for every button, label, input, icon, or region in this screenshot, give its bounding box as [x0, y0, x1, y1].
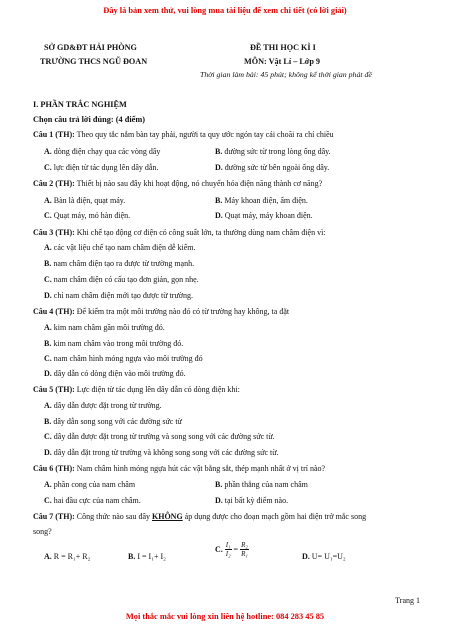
q7-option-d[interactable]: D. U= U₁=U₂ [302, 552, 346, 561]
q2-option-b[interactable]: B. Máy khoan điện, ấm điện. [215, 196, 308, 205]
q4-option-d[interactable]: D. dây dẫn có dòng điện vào môi trường đó. [44, 369, 186, 378]
q3-option-c[interactable]: C. nam châm điện có cấu tạo đơn giản, gọn nhẹ. [44, 275, 199, 284]
q5-option-a[interactable]: A. dây dẫn được đặt trong từ trường. [44, 401, 162, 410]
question-2: Câu 2 (TH): Thiết bị nào sau đây khi hoạt động, nó chuyển hóa điện năng thành cơ năng? [33, 179, 323, 188]
q7-option-c[interactable]: C. $\frac{\text{I₁}}{\text{I₂}}$ = $\frac{\text{R₂}}{\text{R₁}}$ [215, 541, 248, 558]
instruction: Chọn câu trả lời đúng: (4 điểm) [33, 115, 145, 124]
q5-option-c[interactable]: C. dây dẫn được đặt trong từ trường và song song với các đường sức từ. [44, 432, 275, 441]
question-1: Câu 1 (TH): Theo quy tắc nắm bàn tay phải, người ta quy ước ngón tay cái choãi ra chỉ chiều [33, 130, 334, 139]
question-5: Câu 5 (TH): Lực điện từ tác dụng lên dây dẫn có dòng điện khi: [33, 385, 240, 394]
q3-option-b[interactable]: B. nam châm điện tạo ra được từ trường mạnh. [44, 259, 195, 268]
q2-option-c[interactable]: C. Quạt máy, mỏ hàn điện. [44, 211, 131, 220]
q6-option-c[interactable]: C. hai đầu cực của nam châm. [44, 496, 141, 505]
section-title: I. PHẦN TRẮC NGHIỆM [33, 100, 127, 109]
fraction-left: $\frac{\text{I₁}}{\text{I₂}}$ [225, 541, 231, 558]
q4-option-b[interactable]: B. kim nam châm vào trong môi trường đó. [44, 339, 184, 348]
question-7-line2: song? [33, 527, 52, 536]
q7-option-b[interactable]: B. I = I₁+ I₂ [128, 552, 166, 561]
exam-title: ĐỀ THI HỌC KÌ I [250, 43, 316, 52]
q4-option-a[interactable]: A. kim nam châm gần môi trường đó. [44, 323, 165, 332]
question-7: Câu 7 (TH): Công thức nào sau đây KHÔNG áp dụng được cho đoạn mạch gồm hai điện trở mắc song [33, 512, 367, 521]
subject-line: MÔN: Vật Lí – Lớp 9 [244, 57, 321, 66]
q6-option-a[interactable]: A. phần cong của nam châm [44, 480, 136, 489]
q7-option-a[interactable]: A. R = R₁+ R₂ [44, 552, 91, 561]
q6-option-d[interactable]: D. tại bất kỳ điểm nào. [215, 496, 289, 505]
page-number: Trang 1 [395, 596, 420, 605]
q4-option-c[interactable]: C. nam châm hình móng ngựa vào môi trường đó [44, 354, 203, 363]
q3-option-a[interactable]: A. các vật liệu chế tạo nam châm điện dễ kiếm. [44, 243, 196, 252]
q2-option-a[interactable]: A. Bàn là điện, quạt máy. [44, 196, 126, 205]
question-4: Câu 4 (TH): Để kiểm tra một môi trường nào đó có từ trường hay không, ta đặt [33, 307, 290, 316]
q1-option-c[interactable]: C. lực điện từ tác dụng lên dây dẫn. [44, 163, 159, 172]
fraction-right: $\frac{\text{R₂}}{\text{R₁}}$ [241, 541, 248, 558]
department-name: SỞ GD&ĐT HẢI PHÒNG [44, 43, 137, 52]
q3-option-d[interactable]: D. chỉ nam châm điện mới tạo được từ trường. [44, 291, 194, 300]
school-name: TRƯỜNG THCS NGŨ ĐOAN [40, 57, 148, 66]
question-6: Câu 6 (TH): Nam châm hình móng ngựa hút các vật bằng sắt, thép mạnh nhất ở vị trí nào? [33, 464, 326, 473]
question-3: Câu 3 (TH): Khi chế tạo động cơ điện có công suất lớn, ta thường dùng nam châm điện vì: [33, 228, 326, 237]
q6-option-b[interactable]: B. phần thẳng của nam châm [215, 480, 308, 489]
bottom-banner: Mọi thắc mắc vui lòng xin liên hệ hotline: 084 283 45 85 [125, 612, 325, 621]
top-banner: Đây là bản xem thử, vui lòng mua tài liệu để xem chi tiết (có lời giải) [103, 6, 347, 15]
q5-option-d[interactable]: D. dây dẫn đặt trong từ trường và không song song với các đường sức từ. [44, 448, 279, 457]
q1-option-a[interactable]: A. dòng điện chạy qua các vòng dây [44, 147, 161, 156]
q2-option-d[interactable]: D. Quạt máy, máy khoan điện. [215, 211, 313, 220]
q5-option-b[interactable]: B. dây dẫn song song với các đường sức từ [44, 417, 182, 426]
time-note: Thời gian làm bài: 45 phút; không kể thời gian phát đề [200, 70, 372, 79]
q1-option-b[interactable]: B. đường sức từ trong lòng ống dây. [215, 147, 331, 156]
q1-option-d[interactable]: D. đường sức từ bên ngoài ống dây. [215, 163, 330, 172]
